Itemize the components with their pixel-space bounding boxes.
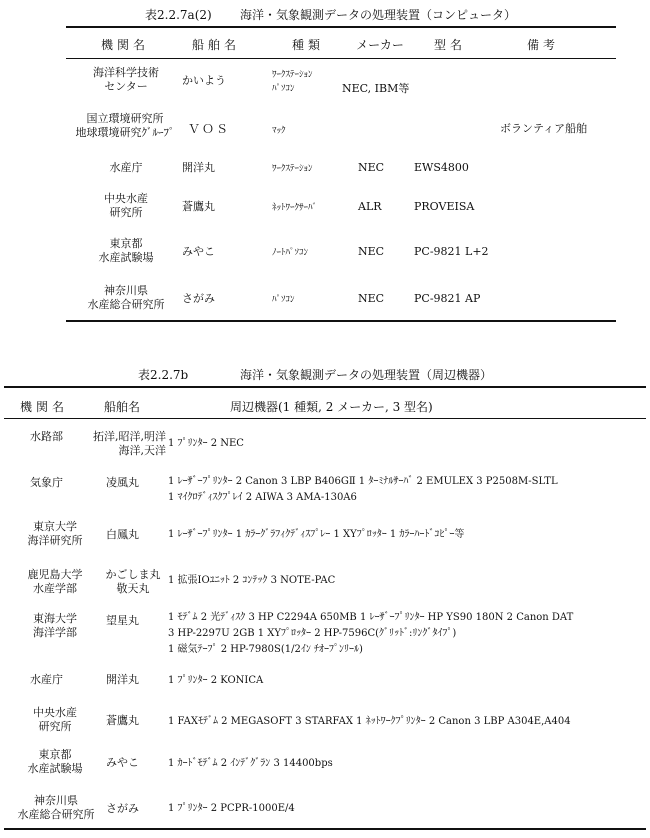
table-a-row-kind: ﾏｯｸ bbox=[272, 126, 286, 136]
table-a-row-model: PC-9821 L+2 bbox=[414, 245, 489, 258]
table-a-row-model: PC-9821 AP bbox=[414, 292, 481, 305]
table-b-row-devices: 1 ﾌﾟﾘﾝﾀｰ 2 KONICA bbox=[168, 675, 264, 686]
table-b-row-devices: 1 ｶｰﾄﾞﾓﾃﾞﾑ 2 ｲﾝﾃﾞｸﾞﾗﾝ 3 14400bps bbox=[168, 758, 333, 769]
table-a-header-model: 型名 bbox=[433, 38, 466, 52]
table-b-row-org: 東京都 水産試験場 bbox=[27, 748, 83, 775]
table-a-top-rule bbox=[66, 26, 616, 28]
table-b-row-org: 水産庁 bbox=[30, 673, 63, 686]
table-a-row-model: PROVEISA bbox=[414, 200, 475, 213]
table-a-row-kind: ﾜｰｸｽﾃｰｼｮﾝ bbox=[272, 164, 313, 174]
table-b-row-devices: 1 FAXﾓﾃﾞﾑ 2 MEGASOFT 3 STARFAX 1 ﾈｯﾄﾜｰｸﾌﾟﾘﾝﾀｰ 2 Canon 3 LBP A304E,A404 bbox=[168, 716, 571, 727]
table-a-bottom-rule bbox=[66, 320, 616, 322]
table-b-row-org: 水路部 bbox=[30, 430, 63, 443]
table-b-row-ship: 望星丸 bbox=[106, 614, 139, 627]
table-b-caption-id: 表2.2.7b bbox=[138, 368, 189, 382]
table-b-header-org: 機関名 bbox=[20, 400, 69, 414]
table-a-row-ship: みやこ bbox=[182, 245, 215, 258]
table-a-row-ship: ＶＯＳ bbox=[188, 122, 231, 136]
table-a-row-model: EWS4800 bbox=[414, 161, 469, 174]
table-a-header-ship: 船舶名 bbox=[191, 38, 240, 52]
table-b-row-ship: さがみ bbox=[106, 802, 139, 815]
table-b-header-ship: 船舶名 bbox=[104, 400, 141, 414]
table-a-row-maker: NEC, IBM等 bbox=[342, 82, 410, 95]
table-b-row-devices: 1 ﾌﾟﾘﾝﾀｰ 2 PCPR-1000E/4 bbox=[168, 803, 295, 814]
table-a-row-org: 国立環境研究所 地球環境研究ｸﾞﾙｰﾌﾟ bbox=[75, 112, 175, 139]
table-b-row-devices: 1 ﾚｰｻﾞｰﾌﾟﾘﾝﾀｰ 2 Canon 3 LBP B406GⅡ 1 ﾀｰﾐﾅﾙｻｰﾊﾞ 2 EMULEX 3 P2508M-SLTL 1 ﾏｲｸﾛﾃﾞｨｽｸﾌﾟﾚｲ 2 AIWA 3 AMA-130A6 bbox=[168, 476, 558, 503]
table-b-row-ship: 白鳳丸 bbox=[106, 528, 139, 541]
table-a-row-kind: ﾈｯﾄﾜｰｸｻｰﾊﾞ bbox=[272, 203, 318, 213]
table-b-row-ship: かごしま丸 敬天丸 bbox=[105, 568, 161, 595]
table-b-bottom-rule bbox=[4, 828, 646, 830]
table-a-row-kind: ﾜｰｸｽﾃｰｼｮﾝ ﾊﾟｿｺﾝ bbox=[272, 70, 313, 94]
table-a-row-ship: 蒼鷹丸 bbox=[182, 200, 215, 213]
table-a-row-org: 水産庁 bbox=[109, 161, 143, 174]
table-b-header-rule bbox=[4, 418, 646, 419]
table-a-header-note: 備考 bbox=[526, 38, 559, 52]
table-a-row-kind: ﾉｰﾄﾊﾟｿｺﾝ bbox=[272, 248, 309, 258]
table-a-header-kind: 種類 bbox=[291, 38, 324, 52]
table-b-row-devices: 1 拡張IOﾕﾆｯﾄ 2 ｺﾝﾃｯｸ 3 NOTE-PAC bbox=[168, 575, 336, 586]
table-a-row-ship: かいよう bbox=[182, 74, 226, 87]
table-a-header-org: 機関名 bbox=[100, 38, 149, 52]
table-b-row-devices: 1 ﾓﾃﾞﾑ 2 光ﾃﾞｨｽｸ 3 HP C2294A 650MB 1 ﾚｰｻﾞｰﾌﾟﾘﾝﾀｰ HP YS90 180N 2 Canon DAT 3 HP-2297U 2GB 1 XYﾌﾟﾛｯﾀｰ 2 HP-7596C(ｸﾞﾘｯﾄﾞ:ﾘﾝｸﾞﾀｲﾌﾟ) 1 磁気ﾃｰﾌﾟ 2 HP-7980S(1/2ｲﾝ ﾁｵｰﾌﾟﾝﾘｰﾙ) bbox=[168, 612, 574, 655]
table-b-row-org: 東海大学 海洋学部 bbox=[33, 612, 77, 639]
table-a-row-maker: NEC bbox=[358, 161, 385, 174]
table-b-row-ship: 凌風丸 bbox=[106, 476, 139, 489]
table-a-row-maker: NEC bbox=[358, 245, 385, 258]
table-a-row-ship: 開洋丸 bbox=[182, 161, 215, 174]
table-b-row-ship: 拓洋,昭洋,明洋 海洋,天洋 bbox=[93, 430, 166, 457]
table-b-row-org: 中央水産 研究所 bbox=[33, 706, 77, 733]
table-b-caption-title: 海洋・気象観測データの処理装置（周辺機器） bbox=[240, 368, 493, 382]
table-b-row-org: 東京大学 海洋研究所 bbox=[27, 520, 83, 547]
table-a-header-maker: メーカー bbox=[356, 38, 404, 52]
table-a-row-org: 神奈川県 水産総合研究所 bbox=[87, 284, 165, 311]
table-b-row-org: 気象庁 bbox=[30, 476, 63, 489]
table-a-row-note: ボランティア船舶 bbox=[500, 122, 588, 135]
table-b-header-devices: 周辺機器(1 種類, 2 メーカー, 3 型名) bbox=[230, 400, 433, 414]
table-a-header-rule bbox=[66, 58, 616, 59]
table-b-row-org: 神奈川県 水産総合研究所 bbox=[17, 794, 95, 821]
table-b-row-ship: みやこ bbox=[106, 756, 139, 769]
table-b-row-org: 鹿児島大学 水産学部 bbox=[27, 568, 83, 595]
table-b-row-devices: 1 ﾚｰｻﾞｰﾌﾟﾘﾝﾀｰ 1 ｶﾗｰｸﾞﾗﾌｨｸﾃﾞｨｽﾌﾟﾚｰ 1 XYﾌﾟﾛｯﾀｰ 1 ｶﾗｰﾊｰﾄﾞｺﾋﾟｰ等 bbox=[168, 529, 465, 540]
table-b-top-rule bbox=[4, 386, 646, 388]
table-a-caption-title: 海洋・気象観測データの処理装置（コンピュータ） bbox=[240, 8, 517, 22]
table-b-row-devices: 1 ﾌﾟﾘﾝﾀｰ 2 NEC bbox=[168, 438, 244, 449]
table-a-row-org: 中央水産 研究所 bbox=[104, 192, 148, 219]
table-a-row-maker: ALR bbox=[358, 200, 382, 213]
table-a-caption-id: 表2.2.7a(2) bbox=[145, 8, 212, 22]
table-a-row-org: 海洋科学技術 センター bbox=[93, 66, 159, 93]
table-a-row-kind: ﾊﾟｿｺﾝ bbox=[272, 295, 295, 305]
table-a-row-ship: さがみ bbox=[182, 292, 215, 305]
table-b-row-ship: 開洋丸 bbox=[106, 673, 139, 686]
table-b-row-ship: 蒼鷹丸 bbox=[106, 714, 139, 727]
table-a-row-org: 東京都 水産試験場 bbox=[98, 237, 154, 264]
table-a-row-maker: NEC bbox=[358, 292, 385, 305]
